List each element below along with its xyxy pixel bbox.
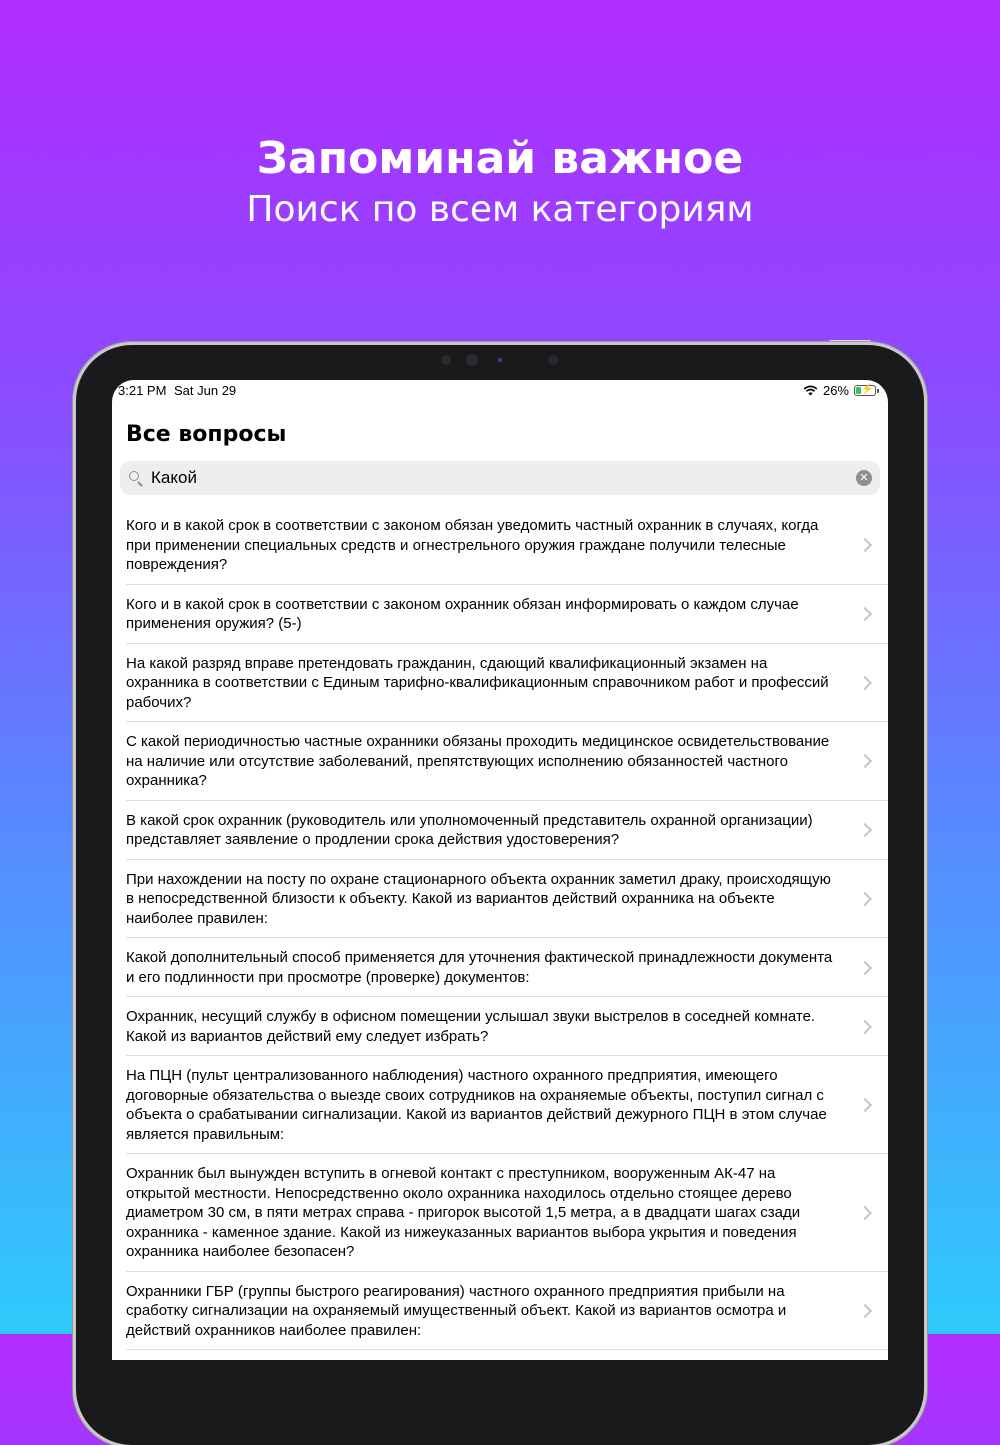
- question-text: С какой периодичностью частные охранники обязаны проходить медицинское освидетельствование на наличие или отсутствие заболеваний, препятствующих исполнению обязанностей частного охранника?: [126, 733, 830, 789]
- chevron-right-icon: [858, 960, 872, 974]
- question-row[interactable]: [112, 997, 888, 1056]
- chevron-right-icon: [858, 892, 872, 906]
- question-text: Охранник, несущий службу в офисном помещении услышал звуки выстрелов в соседней комнате. Какой из вариантов действий ему следует избрать?: [126, 1008, 816, 1045]
- promo-subheadline: Поиск по всем категориям: [246, 189, 754, 230]
- status-time: 3:21 PM: [118, 383, 167, 398]
- clear-icon[interactable]: ✕: [856, 470, 872, 486]
- question-text: На какой разряд вправе претендовать гражданин, сдающий квалификационный экзамен на охранника в соответствии с Единым тарифно-квалификационным справочником работ и профессий рабочих?: [126, 654, 829, 711]
- question-row[interactable]: [112, 938, 888, 997]
- camera-sensor: [548, 355, 558, 365]
- wifi-icon: [803, 385, 818, 396]
- promo-header: [0, 130, 1000, 232]
- chevron-right-icon: [858, 607, 872, 621]
- promo-headline: Запоминай важное: [256, 133, 744, 184]
- question-row[interactable]: [112, 722, 888, 801]
- battery-percent: 26%: [822, 383, 849, 398]
- chevron-right-icon: [858, 754, 872, 768]
- status-bar: [112, 380, 888, 402]
- question-text: В какой срок охранник (руководитель или уполномоченный представитель охранной организации) представляет заявление о продлении срока действия удостоверения?: [126, 811, 813, 848]
- question-row[interactable]: [112, 801, 888, 860]
- chevron-right-icon: [858, 538, 872, 552]
- status-right: [803, 383, 876, 398]
- chevron-right-icon: [858, 676, 872, 690]
- chevron-right-icon: [858, 1019, 872, 1033]
- chevron-right-icon: [858, 823, 872, 837]
- front-camera: [466, 354, 478, 366]
- question-row[interactable]: [112, 585, 888, 644]
- question-row[interactable]: [112, 1154, 888, 1272]
- question-text: При нахождении на посту по охране стационарного объекта охранник заметил драку, происходящую в непосредственной близости к объекту. Какой из вариантов действий охранника на объекте наиболее правилен:: [126, 870, 831, 927]
- chevron-right-icon: [858, 1206, 872, 1220]
- app-screen: [112, 380, 888, 1360]
- charging-icon: ⚡: [861, 384, 874, 395]
- question-row[interactable]: [112, 644, 888, 723]
- camera-indicator: [498, 358, 502, 362]
- search-icon: [129, 471, 144, 486]
- question-text: На ПЦН (пульт централизованного наблюдения) частного охранного предприятия, имеющего договорные обязательства о выезде своих сотрудников на охраняемые объекты, поступил сигнал с объекта о срабатывании сигнализации. Какой из вариантов действий дежурного ПЦН в этом случае является правильным:: [126, 1067, 827, 1143]
- question-text: Кого и в какой срок в соответствии с законом охранник обязан информировать о каждом случае применения оружия? (5-): [126, 595, 799, 632]
- search-bar[interactable]: [120, 461, 880, 495]
- chevron-right-icon: [858, 1098, 872, 1112]
- search-input[interactable]: Какой: [151, 468, 197, 487]
- question-text: Какой дополнительный способ применяется для уточнения фактической принадлежности документа и его подлинности при просмотре (проверке) документов:: [126, 949, 833, 986]
- question-row[interactable]: [112, 1272, 888, 1351]
- question-list: [112, 506, 888, 1350]
- battery-icon: [854, 385, 876, 396]
- question-row[interactable]: [112, 1056, 888, 1154]
- question-row[interactable]: [112, 860, 888, 939]
- question-text: Кого и в какой срок в соответствии с законом обязан уведомить частный охранник в случаях, когда при применении специальных средств и огнестрельного оружия граждане получили телесные повреждения?: [126, 517, 819, 573]
- question-text: Охранник был вынужден вступить в огневой контакт с преступником, вооруженным АК-47 на открытой местности. Непосредственно около охранника находилось отдельно стоящее дерево диаметром 30 см, в пяти метрах справа - пригорок высотой 1,5 метра, а в двадцати шагах сзади охранника - каменное здание. Какой из нижеуказанных вариантов выбора укрытия и поведения охранника наиболее безопасен?: [126, 1165, 801, 1260]
- camera-sensor: [441, 355, 451, 365]
- status-date: Sat Jun 29: [174, 383, 237, 398]
- page-title: Все вопросы: [126, 422, 287, 447]
- chevron-right-icon: [858, 1304, 872, 1318]
- question-text: Охранники ГБР (группы быстрого реагирования) частного охранного предприятия прибыли на сработку сигнализации на охраняемый имущественный объект. Какой из вариантов осмотра и действий охранников наиболее правилен:: [126, 1282, 787, 1339]
- question-row[interactable]: [112, 506, 888, 585]
